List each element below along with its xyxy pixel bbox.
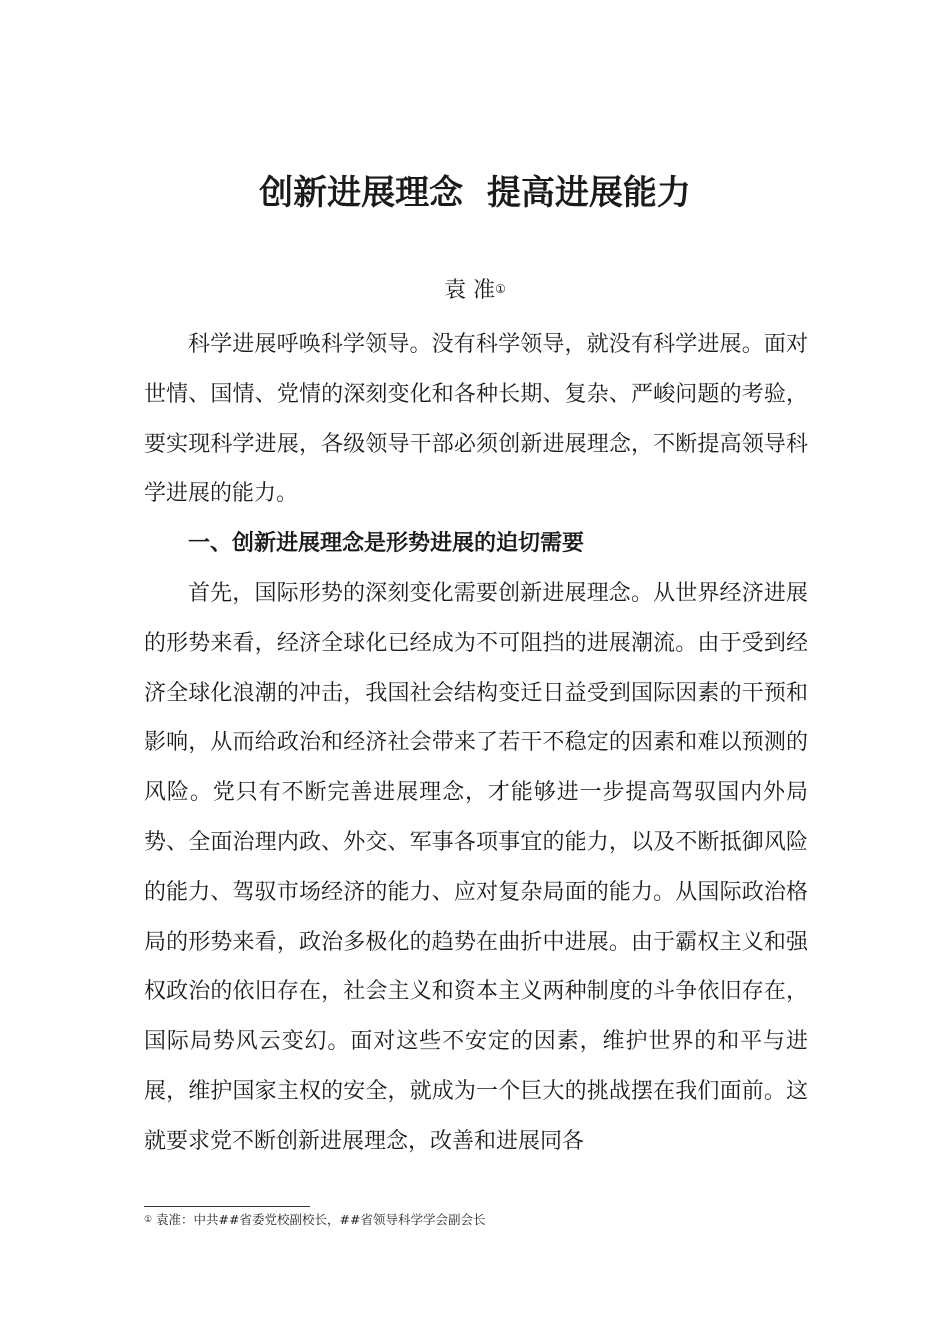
author-footnote-marker[interactable]: ① [495, 282, 506, 296]
author-line [0, 274, 950, 308]
section-heading: 一、创新进展理念是形势进展的迫切需要 [188, 531, 585, 557]
footnote-divider [144, 1206, 310, 1207]
document-title: 创新进展理念 提高进展能力 [259, 173, 691, 213]
intro-paragraph: 科学进展呼唤科学领导。没有科学领导，就没有科学进展。面对世情、国情、党情的深刻变化和各种长期、复杂、严峻问题的考验，要实现科学进展，各级领导干部必须创新进展理念，不断提高领导科学进展的能力。 [144, 332, 808, 507]
author-name: 袁 准 [444, 278, 496, 303]
section-paragraph: 首先，国际形势的深刻变化需要创新进展理念。从世界经济进展的形势来看，经济全球化已经成为不可阻挡的进展潮流。由于受到经济全球化浪潮的冲击，我国社会结构变迁日益受到国际因素的干预和影响，从而给政治和经济社会带来了若干不稳定的因素和难以预测的风险。党只有不断完善进展理念，才能够进一步提高驾驭国内外局势、全面治理内政、外交、军事各项事宜的能力，以及不断抵御风险的能力、驾驭市场经济的能力、应对复杂局面的能力。从国际政治格局的形势来看，政治多极化的趋势在曲折中进展。由于霸权主义和强权政治的依旧存在，社会主义和资本主义两种制度的斗争依旧存在，国际局势风云变幻。面对这些不安定的因素，维护世界的和平与进展，维护国家主权的安全，就成为一个巨大的挑战摆在我们面前。这就要求党不断创新进展理念，改善和进展同各 [144, 580, 808, 1154]
footnote-text: 袁准：中共##省委党校副校长，##省领导科学学会副会长 [152, 1212, 486, 1227]
footnote-marker: ① [144, 1215, 153, 1225]
footnote [144, 1211, 485, 1229]
document-body [144, 320, 808, 1167]
